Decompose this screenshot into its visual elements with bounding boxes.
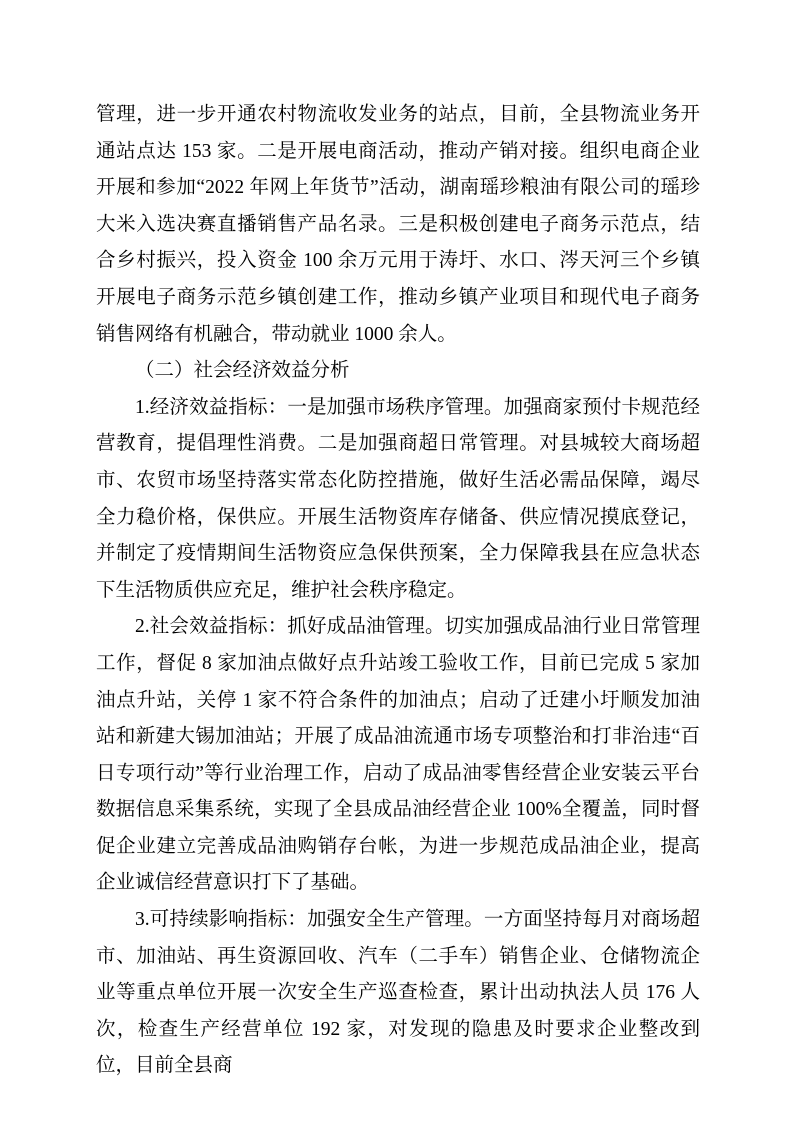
para-economic-benefit-indicators: 1.经济效益指标：一是加强市场秩序管理。加强商家预付卡规范经营教育，提倡理性消费。二是加强商超日常管理。对县城较大商场超市、农贸市场坚持落实常态化防控措施，做好生活必需品保障，竭尽全力稳价格，保供应。开展生活物资库存储备、供应情况摸底登记，并制定了疫情期间生活物资应急保供预案，全力保障我县在应急状态下生活物质供应充足，维护社会秩序稳定。 — [96, 396, 700, 601]
para-logistics-ecommerce: 管理，进一步开通农村物流收发业务的站点，目前，全县物流业务开通站点达 153 家。二是开展电商活动，推动产销对接。组织电商企业开展和参加“2022 年网上年货节”活动，湖南瑶珍粮油有限公司的瑶珍大米入选决赛直播销售产品名录。三是积极创建电子商务示范点，结合乡村振兴，投入资金 100 余万元用于涛圩、水口、涔天河三个乡镇开展电子商务示范乡镇创建工作，推动乡镇产业项目和现代电子商务销售网络有机融合，带动就业 1000 余人。 — [96, 104, 700, 345]
para-social-benefit-indicators: 2.社会效益指标：抓好成品油管理。切实加强成品油行业日常管理工作，督促 8 家加油点做好点升站竣工验收工作，目前已完成 5 家加油点升站，关停 1 家不符合条件的加油点；启动了迁建小圩顺发加油站和新建大锡加油站；开展了成品油流通市场专项整治和打非治违“百日专项行动”等行业治理工作，启动了成品油零售经营企业安装云平台数据信息采集系统，实现了全县成品油经营企业 100%全覆盖，同时督促企业建立完善成品油购销存台帐，为进一步规范成品油企业，提高企业诚信经营意识打下了基础。 — [96, 616, 700, 894]
para-sustainable-impact-indicators: 3.可持续影响指标：加强安全生产管理。一方面坚持每月对商场超市、加油站、再生资源回收、汽车（二手车）销售企业、仓储物流企业等重点单位开展一次安全生产巡查检查，累计出动执法人员 176 人次，检查生产经营单位 192 家，对发现的隐患及时要求企业整改到位，目前全县商 — [96, 909, 700, 1077]
heading-social-economic-benefit-analysis: （二）社会经济效益分析 — [135, 360, 350, 382]
